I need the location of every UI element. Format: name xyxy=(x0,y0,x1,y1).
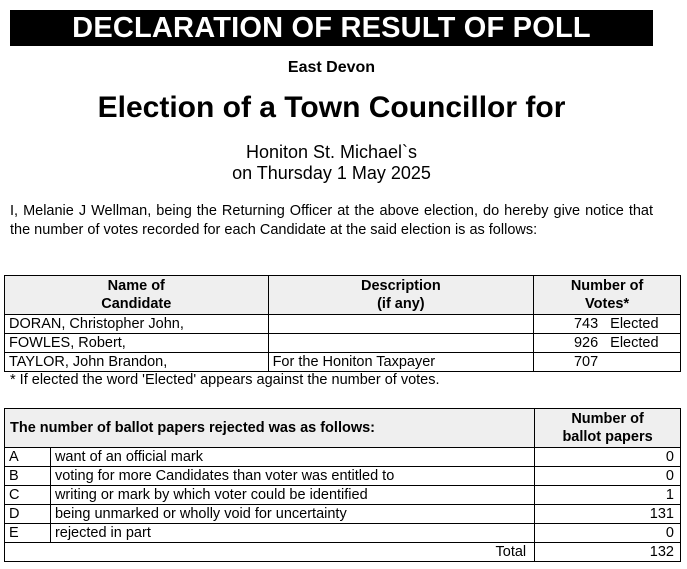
total-label: Total xyxy=(5,543,535,562)
rejected-header-row xyxy=(5,409,681,448)
elected-marker: Elected xyxy=(610,316,659,332)
col-description-header: Description (if any) xyxy=(268,276,534,315)
total-row xyxy=(5,543,681,562)
table-row xyxy=(5,486,681,505)
reason-text: rejected in part xyxy=(50,524,534,543)
candidate-name: DORAN, Christopher John, xyxy=(5,315,269,334)
elected-marker: Elected xyxy=(610,335,659,351)
candidate-description: For the Honiton Taxpayer xyxy=(268,353,534,372)
reason-letter: D xyxy=(5,505,51,524)
intro-paragraph: I, Melanie J Wellman, being the Returning Officer at the above election, do hereby give notice that the number of votes recorded for each Candidate at the said election is as follows: xyxy=(10,203,653,238)
reason-count: 0 xyxy=(535,467,681,486)
declaration-banner: DECLARATION OF RESULT OF POLL xyxy=(10,10,653,46)
elected-footnote: * If elected the word 'Elected' appears against the number of votes. xyxy=(10,372,440,388)
candidates-header-row xyxy=(5,276,681,315)
district-name: East Devon xyxy=(287,59,376,76)
col-ballot-count-header: Number of ballot papers xyxy=(535,409,681,448)
candidate-votes xyxy=(534,334,681,353)
candidate-name: TAYLOR, John Brandon, xyxy=(5,353,269,372)
reason-text: writing or mark by which voter could be identified xyxy=(50,486,534,505)
reason-text: want of an official mark xyxy=(50,448,534,467)
col-name-header: Name of Candidate xyxy=(5,276,269,315)
vote-count: 707 xyxy=(573,354,599,370)
vote-count: 743 xyxy=(573,316,599,332)
reason-text: voting for more Candidates than voter was entitled to xyxy=(50,467,534,486)
candidate-name: FOWLES, Robert, xyxy=(5,334,269,353)
reason-count: 1 xyxy=(535,486,681,505)
table-row xyxy=(5,334,681,353)
table-row xyxy=(5,524,681,543)
reason-text: being unmarked or wholly void for uncertainty xyxy=(50,505,534,524)
reason-letter: B xyxy=(5,467,51,486)
rejected-ballots-table xyxy=(4,408,681,562)
election-date: on Thursday 1 May 2025 xyxy=(232,163,431,183)
reason-count: 0 xyxy=(535,448,681,467)
election-title: Election of a Town Councillor for xyxy=(97,91,566,124)
candidate-votes xyxy=(534,315,681,334)
table-row xyxy=(5,467,681,486)
table-row xyxy=(5,505,681,524)
total-count: 132 xyxy=(535,543,681,562)
rejected-heading: The number of ballot papers rejected was as follows: xyxy=(5,409,535,448)
reason-letter: E xyxy=(5,524,51,543)
table-row xyxy=(5,315,681,334)
vote-count: 926 xyxy=(573,335,599,351)
reason-letter: C xyxy=(5,486,51,505)
table-row xyxy=(5,353,681,372)
reason-count: 0 xyxy=(535,524,681,543)
candidate-votes xyxy=(534,353,681,372)
reason-count: 131 xyxy=(535,505,681,524)
candidates-table xyxy=(4,275,681,372)
candidate-description xyxy=(268,315,534,334)
reason-letter: A xyxy=(5,448,51,467)
table-row xyxy=(5,448,681,467)
candidate-description xyxy=(268,334,534,353)
col-votes-header: Number of Votes* xyxy=(534,276,681,315)
ward-name: Honiton St. Michael`s xyxy=(245,142,418,162)
